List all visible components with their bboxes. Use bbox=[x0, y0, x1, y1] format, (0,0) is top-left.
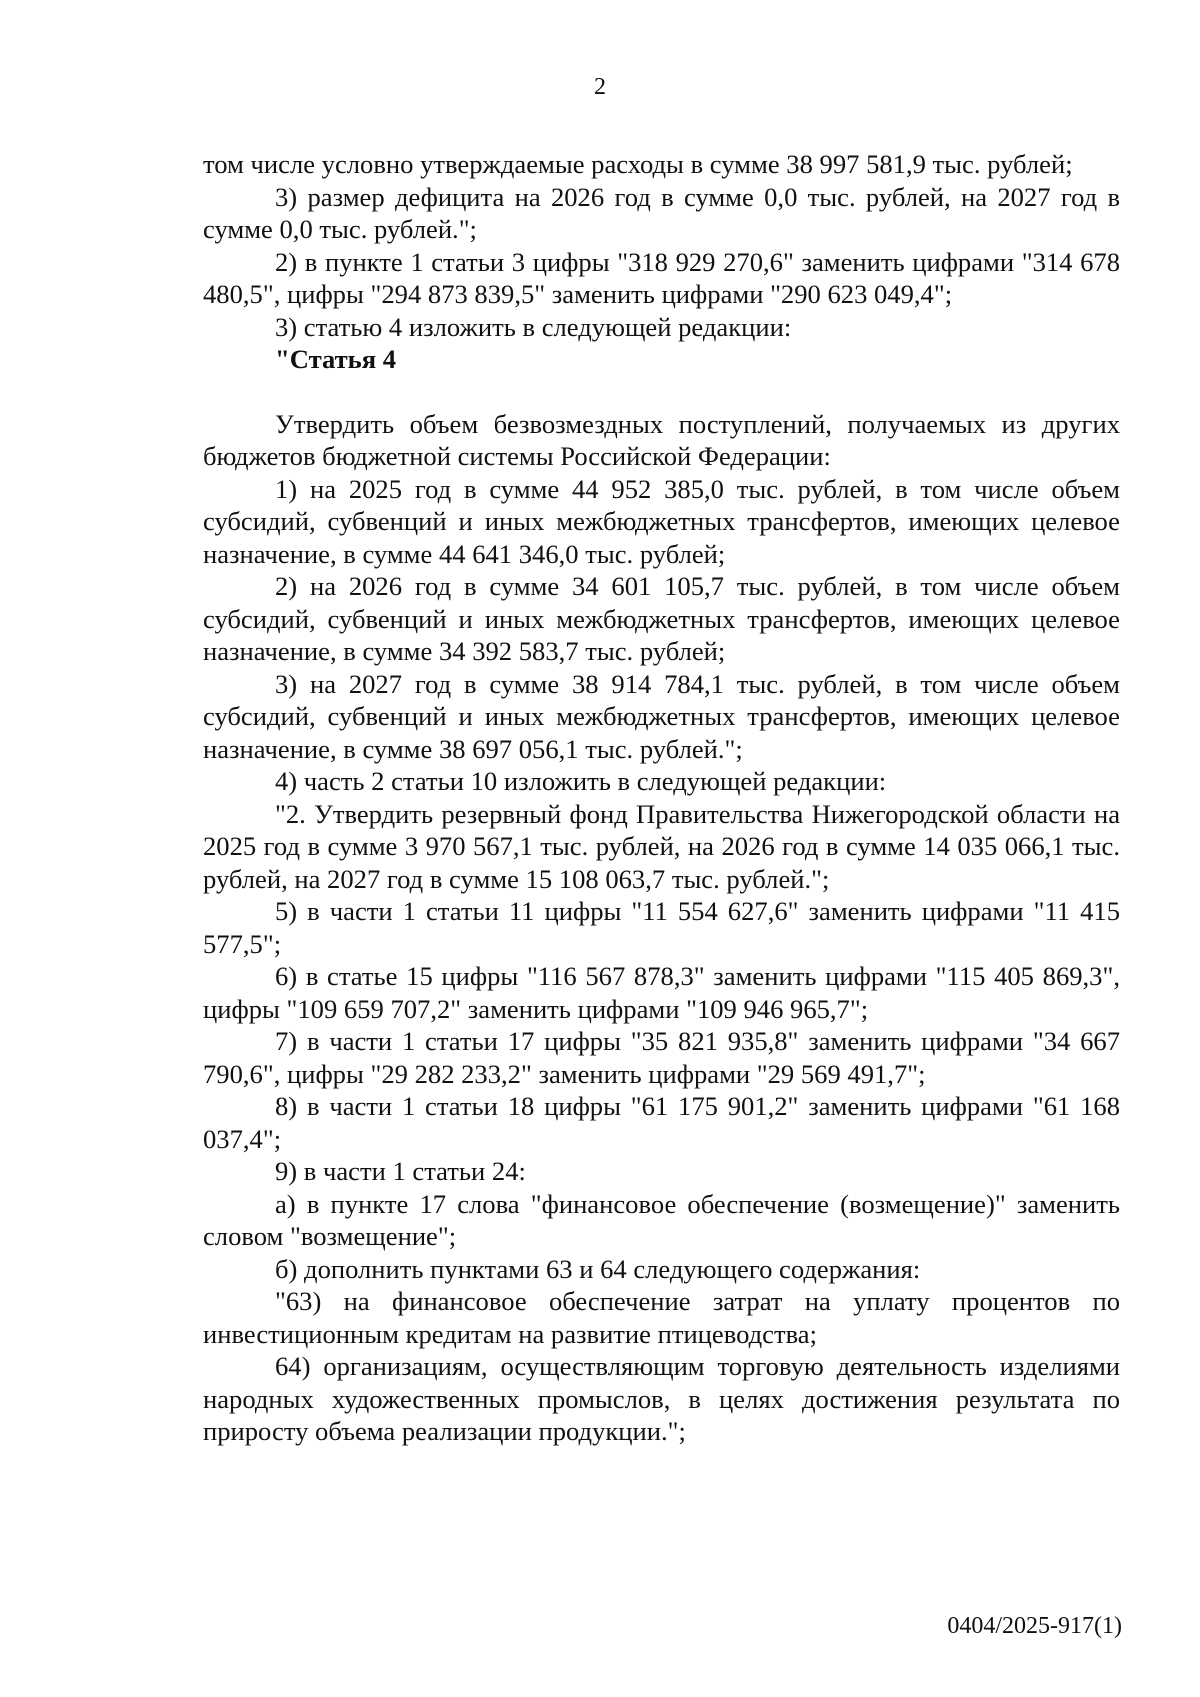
paragraph-article-24: 9) в части 1 статьи 24: bbox=[275, 1156, 526, 1186]
paragraph-reserve-fund: "2. Утвердить резервный фонд Правительства Нижегородской области на 2025 год в сумме 3 970 567,1 тыс. рублей, на 2026 год в сумме 14 035 066,1 тыс. рублей, на 2027 год в сумме 15 108 063,7 тыс. рублей."; bbox=[203, 798, 1120, 894]
page-number: 2 bbox=[594, 74, 606, 100]
paragraph-article-11: 5) в части 1 статьи 11 цифры "11 554 627,6" заменить цифрами "11 415 577,5"; bbox=[203, 896, 1120, 959]
paragraph-continuation: том числе условно утверждаемые расходы в сумме 38 997 581,9 тыс. рублей; bbox=[203, 149, 1073, 179]
paragraph-item-b: б) дополнить пунктами 63 и 64 следующего содержания: bbox=[275, 1253, 921, 1284]
paragraph-2026: 2) на 2026 год в сумме 34 601 105,7 тыс. рублей, в том числе объем субсидий, субвенций и иных межбюджетных трансфертов, имеющих целевое назначение, в сумме 34 392 583,7 тыс. рублей; bbox=[203, 571, 1120, 666]
paragraph-article-18: 8) в части 1 статьи 18 цифры "61 175 901,2" заменить цифрами "61 168 037,4"; bbox=[203, 1091, 1120, 1154]
paragraph-2025: 1) на 2025 год в сумме 44 952 385,0 тыс. рублей, в том числе объем субсидий, субвенций и иных межбюджетных трансфертов, имеющих целевое назначение, в сумме 44 641 346,0 тыс. рублей; bbox=[203, 473, 1120, 569]
paragraph-point-64: 64) организациям, осуществляющим торговую деятельность изделиями народных художественных промыслов, в целях достижения результата по приросту объема реализации продукции."; bbox=[203, 1351, 1120, 1446]
paragraph-article-17: 7) в части 1 статьи 17 цифры "35 821 935,8" заменить цифрами "34 667 790,6", цифры "29 282 233,2" заменить цифрами "29 569 491,7"; bbox=[203, 1026, 1120, 1089]
document-code: 0404/2025-917(1) bbox=[947, 1613, 1122, 1639]
paragraph-deficit: 3) размер дефицита на 2026 год в сумме 0,0 тыс. рублей, на 2027 год в сумме 0,0 тыс. рублей."; bbox=[203, 181, 1120, 244]
paragraph-point-63: "63) на финансовое обеспечение затрат на уплату процентов по инвестиционным кредитам на развитие птицеводства; bbox=[203, 1286, 1120, 1349]
paragraph-approve-receipts: Утвердить объем безвозмездных поступлений, получаемых из других бюджетов бюджетной системы Российской Федерации: bbox=[203, 408, 1120, 471]
paragraph-article-4-intro: 3) статью 4 изложить в следующей редакции: bbox=[275, 311, 792, 342]
paragraph-2027: 3) на 2027 год в сумме 38 914 784,1 тыс. рублей, в том числе объем субсидий, субвенций и иных межбюджетных трансфертов, имеющих целевое назначение, в сумме 38 697 056,1 тыс. рублей."; bbox=[203, 668, 1120, 764]
paragraph-article-3: 2) в пункте 1 статьи 3 цифры "318 929 270,6" заменить цифрами "314 678 480,5", цифры "294 873 839,5" заменить цифрами "290 623 049,4"; bbox=[203, 246, 1120, 309]
paragraph-article-15: 6) в статье 15 цифры "116 567 878,3" заменить цифрами "115 405 869,3", цифры "109 659 707,2" заменить цифрами "109 946 965,7"; bbox=[203, 961, 1120, 1024]
paragraph-article-10: 4) часть 2 статьи 10 изложить в следующей редакции: bbox=[275, 766, 887, 796]
document-body bbox=[203, 148, 1120, 1448]
paragraph-item-a: а) в пункте 17 слова "финансовое обеспечение (возмещение)" заменить словом "возмещение"; bbox=[203, 1188, 1120, 1251]
article-heading: "Статья 4 bbox=[275, 344, 397, 374]
